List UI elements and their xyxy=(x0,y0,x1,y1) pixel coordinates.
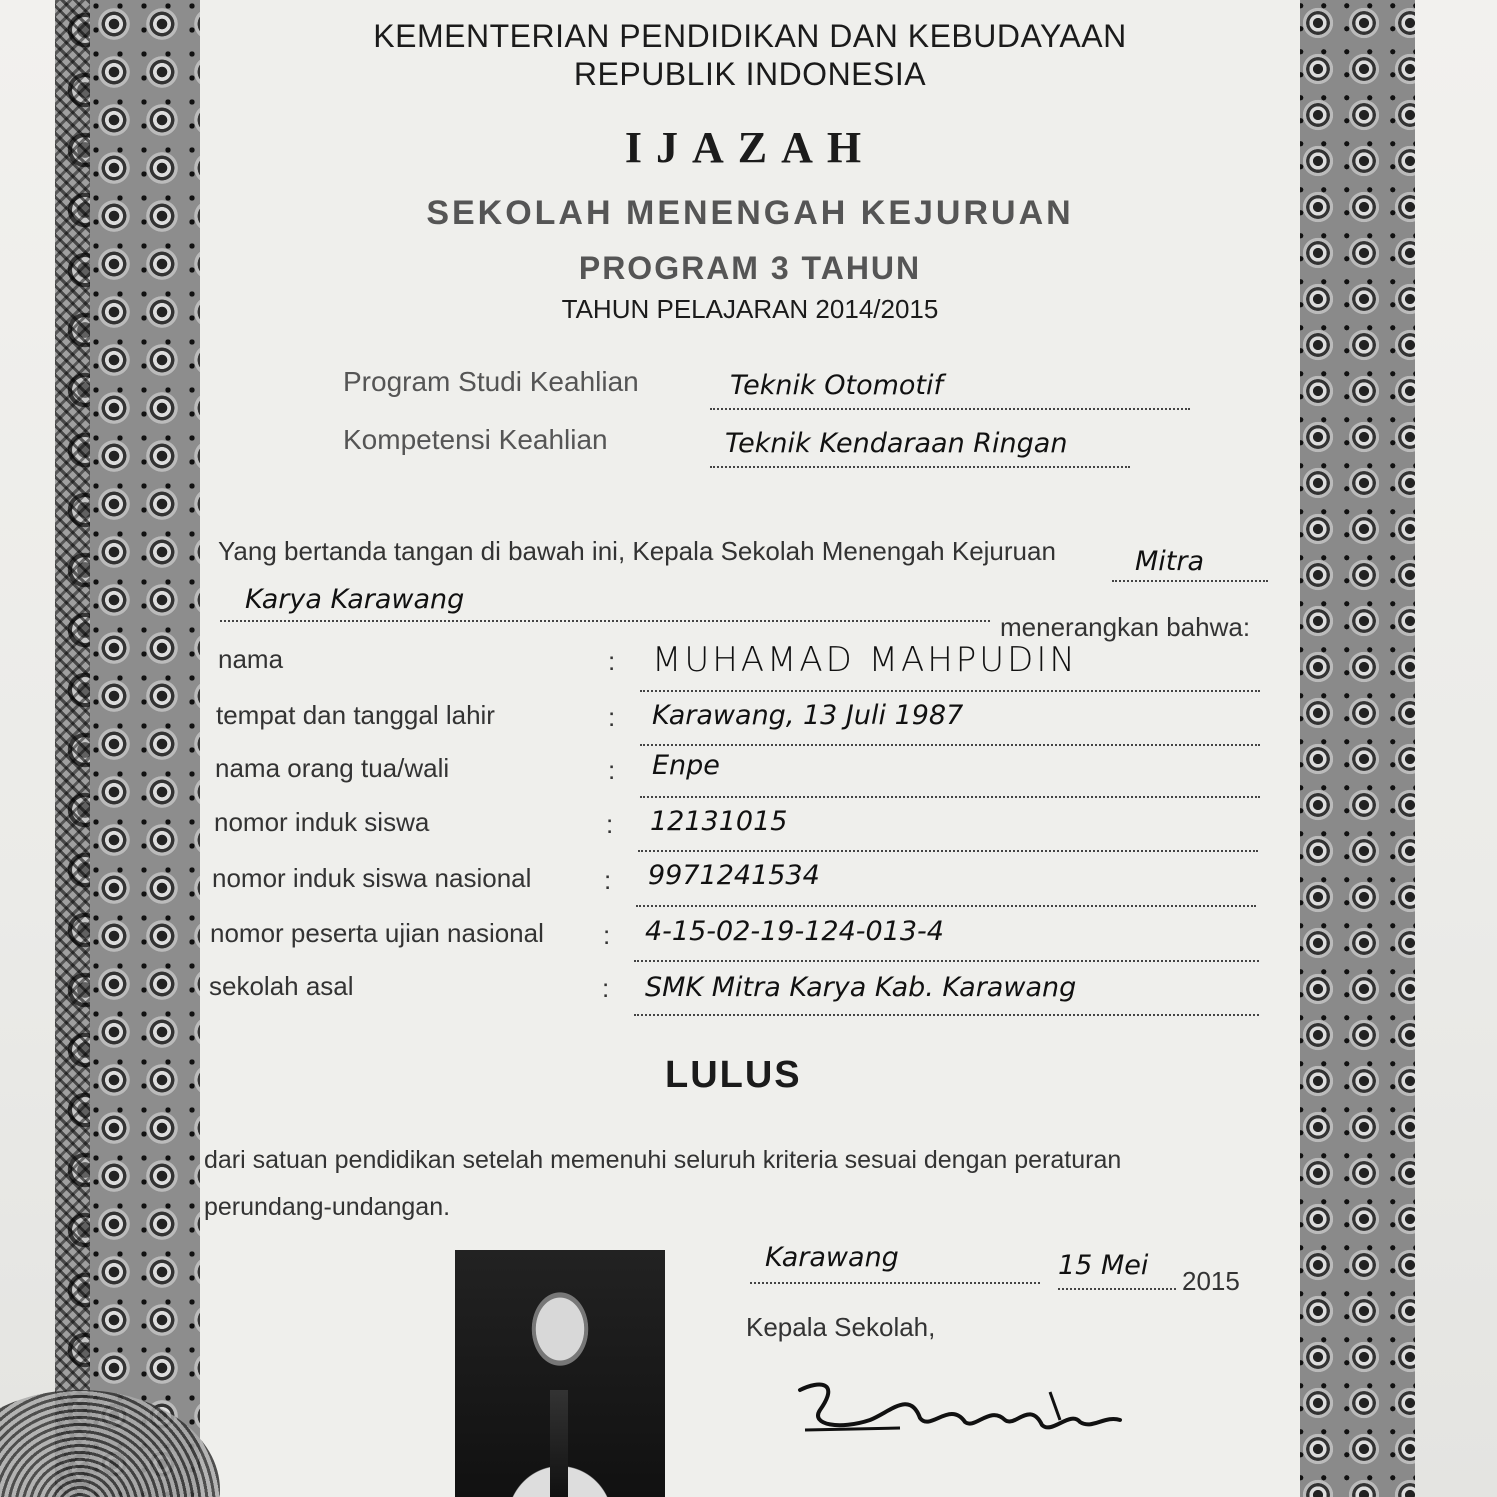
closing-line-1: dari satuan pendidikan setelah memenuhi seluruh kriteria sesuai dengan peraturan xyxy=(204,1146,1122,1174)
field-label: nama xyxy=(218,644,284,674)
field-value: 9971241534 xyxy=(648,860,820,891)
program-dotline xyxy=(710,408,1190,410)
competency-dotline xyxy=(710,466,1130,468)
school-name-dotline-2 xyxy=(220,620,990,622)
field-colon: : xyxy=(608,702,616,732)
certificate-content xyxy=(200,0,1300,1497)
competency-label: Kompetensi Keahlian xyxy=(343,424,608,455)
field-label: nomor peserta ujian nasional xyxy=(210,918,544,948)
school-type-heading: SEKOLAH MENENGAH KEJURUAN xyxy=(426,194,1074,232)
closing-line-2: perundang-undangan. xyxy=(204,1193,451,1221)
field-value: Karawang, 13 Juli 1987 xyxy=(652,700,964,731)
student-photo xyxy=(455,1250,665,1497)
signing-place-dotline xyxy=(750,1282,1040,1284)
field-label: nomor induk siswa xyxy=(214,807,430,837)
explains-text: menerangkan bahwa: xyxy=(1000,612,1251,642)
field-dotline xyxy=(636,905,1256,907)
statement-intro: Yang bertanda tangan di bawah ini, Kepala Sekolah Menengah Kejuruan xyxy=(218,536,1056,566)
competency-value: Teknik Kendaraan Ringan xyxy=(725,428,1068,459)
ornamental-border-left-inner xyxy=(90,0,200,1497)
field-label: tempat dan tanggal lahir xyxy=(216,700,495,730)
school-name-dotline-1 xyxy=(1112,580,1268,582)
field-dotline xyxy=(634,1014,1259,1016)
field-value: SMK Mitra Karya Kab. Karawang xyxy=(645,972,1077,1003)
field-value: 4-15-02-19-124-013-4 xyxy=(645,916,944,947)
program-value: Teknik Otomotif xyxy=(730,370,944,401)
field-value: MUHAMAD MAHPUDIN xyxy=(652,640,1078,680)
field-label: nomor induk siswa nasional xyxy=(212,863,532,893)
school-name-part2: Karya Karawang xyxy=(245,584,465,615)
field-label: nama orang tua/wali xyxy=(215,753,450,783)
field-colon: : xyxy=(604,865,612,895)
field-dotline xyxy=(640,796,1260,798)
signing-place: Karawang xyxy=(765,1242,899,1273)
principal-signature xyxy=(780,1370,1140,1450)
program-heading: PROGRAM 3 TAHUN xyxy=(578,250,922,286)
certificate-title: IJAZAH xyxy=(624,123,876,172)
ornamental-border-right xyxy=(1295,0,1415,1497)
field-value: Enpe xyxy=(652,750,720,781)
field-dotline xyxy=(634,960,1259,962)
ministry-heading: KEMENTERIAN PENDIDIKAN DAN KEBUDAYAAN xyxy=(373,18,1127,54)
field-value: 12131015 xyxy=(650,806,788,837)
signing-day-month: 15 Mei xyxy=(1058,1250,1149,1281)
field-colon: : xyxy=(603,920,611,950)
result-lulus: LULUS xyxy=(665,1054,802,1096)
republic-heading: REPUBLIK INDONESIA xyxy=(573,56,927,92)
field-colon: : xyxy=(608,646,616,676)
field-colon: : xyxy=(602,973,610,1003)
school-name-part1: Mitra xyxy=(1135,546,1205,577)
signing-year: 2015 xyxy=(1182,1266,1240,1296)
field-dotline xyxy=(638,850,1258,852)
academic-year: TAHUN PELAJARAN 2014/2015 xyxy=(561,294,939,324)
program-label: Program Studi Keahlian xyxy=(343,366,639,397)
field-label: sekolah asal xyxy=(209,971,354,1001)
signing-date-dotline xyxy=(1058,1288,1176,1290)
field-colon: : xyxy=(608,755,616,785)
field-dotline xyxy=(640,744,1260,746)
field-colon: : xyxy=(606,809,614,839)
signing-role: Kepala Sekolah, xyxy=(746,1312,936,1342)
field-dotline xyxy=(640,690,1260,692)
